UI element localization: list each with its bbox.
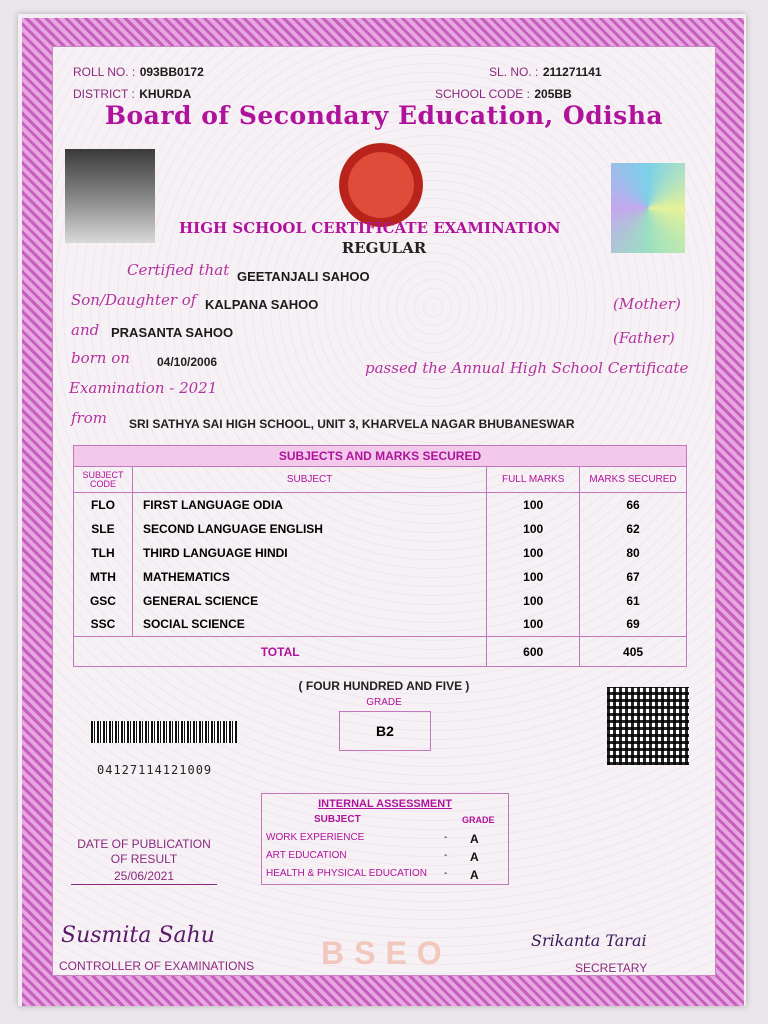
- mother-label: (Mother): [613, 295, 681, 313]
- marks-heading: SUBJECTS AND MARKS SECURED: [74, 446, 687, 467]
- internal-heading: INTERNAL ASSESSMENT: [318, 798, 452, 810]
- subject-name: SECOND LANGUAGE ENGLISH: [132, 517, 486, 541]
- father-label: (Father): [613, 329, 675, 347]
- col-full-header: FULL MARKS: [487, 467, 580, 493]
- school-code-value: 205BB: [534, 87, 572, 101]
- subject-name: THIRD LANGUAGE HINDI: [132, 541, 486, 565]
- marks-secured: 69: [580, 613, 687, 637]
- col-subject-header: SUBJECT: [132, 467, 486, 493]
- publication-label-line1: DATE OF PUBLICATION: [77, 837, 211, 851]
- and-label: and: [71, 321, 100, 339]
- subject-code: GSC: [74, 589, 133, 613]
- full-marks: 100: [487, 541, 580, 565]
- total-secured: 405: [580, 637, 687, 667]
- internal-subject: HEALTH & PHYSICAL EDUCATION: [266, 868, 427, 879]
- subject-code: FLO: [74, 493, 133, 517]
- subject-code: MTH: [74, 565, 133, 589]
- serial-number: [489, 63, 602, 81]
- subject-name: GENERAL SCIENCE: [132, 589, 486, 613]
- internal-separator: -: [444, 832, 448, 843]
- overall-grade: B2: [339, 711, 431, 751]
- publication-label-line2: OF RESULT: [110, 852, 178, 866]
- table-row: [74, 613, 687, 637]
- board-seal-icon: [339, 143, 423, 227]
- board-title: Board of Secondary Education, Odisha: [104, 101, 664, 130]
- full-marks: 100: [487, 565, 580, 589]
- barcode-number: 04127114121009: [97, 763, 213, 777]
- district-label: DISTRICT :: [73, 87, 135, 101]
- exam-year: Examination - 2021: [69, 379, 218, 397]
- table-row: [74, 541, 687, 565]
- internal-subject: ART EDUCATION: [266, 850, 347, 861]
- from-label: from: [71, 409, 107, 427]
- marks-table: [73, 445, 687, 667]
- full-marks: 100: [487, 589, 580, 613]
- marks-rows: [74, 493, 687, 637]
- certified-label: Certified that: [127, 261, 230, 279]
- born-label: born on: [71, 349, 130, 367]
- internal-assessment-box: [261, 793, 509, 885]
- marks-secured: 80: [580, 541, 687, 565]
- date-of-birth: 04/10/2006: [157, 355, 218, 369]
- school-name: SRI SATHYA SAI HIGH SCHOOL, UNIT 3, KHARVELA NAGAR BHUBANESWAR: [129, 417, 575, 431]
- internal-grade: A: [470, 850, 479, 864]
- school-code-label: SCHOOL CODE :: [435, 87, 530, 101]
- exam-type: REGULAR: [341, 239, 427, 257]
- total-in-words: ( FOUR HUNDRED AND FIVE ): [298, 679, 470, 693]
- bseo-watermark: BSEO: [321, 935, 452, 971]
- secretary-title: SECRETARY: [575, 961, 648, 975]
- student-name: GEETANJALI SAHOO: [237, 269, 370, 284]
- internal-grade: A: [470, 832, 479, 846]
- full-marks: 100: [487, 517, 580, 541]
- subject-name: FIRST LANGUAGE ODIA: [132, 493, 486, 517]
- subject-code: SLE: [74, 517, 133, 541]
- subject-code: SSC: [74, 613, 133, 637]
- full-marks: 100: [487, 493, 580, 517]
- qr-code: [607, 687, 689, 765]
- grade-label: GRADE: [366, 697, 402, 708]
- certificate-body: [52, 46, 716, 976]
- barcode: [91, 721, 237, 743]
- student-photo: [65, 149, 155, 243]
- district-value: KHURDA: [139, 87, 192, 101]
- mother-name: KALPANA SAHOO: [205, 297, 319, 312]
- marks-secured: 62: [580, 517, 687, 541]
- controller-title: CONTROLLER OF EXAMINATIONS: [59, 959, 255, 973]
- subject-name: SOCIAL SCIENCE: [132, 613, 486, 637]
- roll-label: ROLL NO. :: [73, 65, 136, 79]
- table-row: [74, 517, 687, 541]
- col-secured-header: MARKS SECURED: [580, 467, 687, 493]
- marks-secured: 67: [580, 565, 687, 589]
- secretary-signature: Srikanta Tarai: [531, 931, 647, 950]
- subject-name: MATHEMATICS: [132, 565, 486, 589]
- total-full: 600: [487, 637, 580, 667]
- internal-subject: WORK EXPERIENCE: [266, 832, 365, 843]
- total-label: TOTAL: [74, 637, 487, 667]
- table-row: [74, 565, 687, 589]
- roll-value: 093BB0172: [139, 65, 204, 79]
- sl-label: SL. NO. :: [489, 65, 539, 79]
- table-row: [74, 493, 687, 517]
- internal-grade: A: [470, 868, 479, 882]
- roll-number: [73, 63, 204, 81]
- marks-table-wrapper: [73, 445, 687, 667]
- marks-secured: 61: [580, 589, 687, 613]
- exam-title: HIGH SCHOOL CERTIFICATE EXAMINATION: [179, 219, 561, 237]
- full-marks: 100: [487, 613, 580, 637]
- controller-signature: Susmita Sahu: [61, 923, 215, 948]
- internal-separator: -: [444, 850, 448, 861]
- internal-separator: -: [444, 868, 448, 879]
- col-code-header: SUBJECT CODE: [74, 467, 133, 493]
- internal-col-subject: SUBJECT: [314, 814, 361, 825]
- table-row: [74, 589, 687, 613]
- father-name: PRASANTA SAHOO: [111, 325, 234, 340]
- subject-code: TLH: [74, 541, 133, 565]
- sl-value: 211271141: [542, 65, 602, 79]
- internal-col-grade: GRADE: [462, 815, 495, 825]
- passed-label: passed the Annual High School Certificate: [365, 359, 689, 377]
- son-daughter-label: Son/Daughter of: [71, 291, 197, 309]
- marks-secured: 66: [580, 493, 687, 517]
- publication-date: 25/06/2021: [71, 869, 217, 885]
- publication-block: [71, 837, 217, 885]
